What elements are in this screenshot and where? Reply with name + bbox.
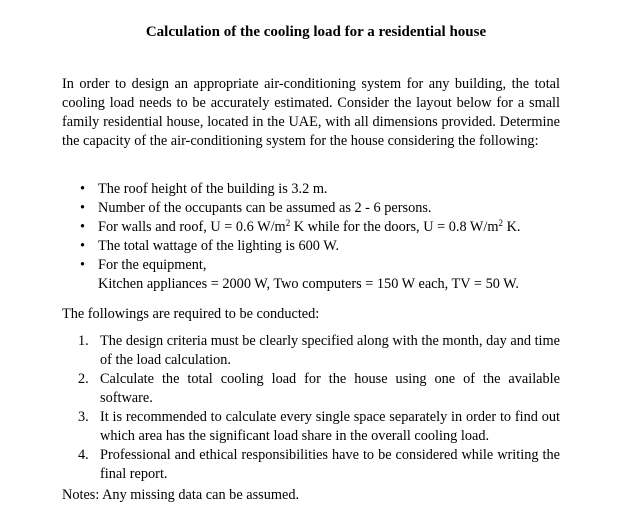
list-item [78, 370, 560, 408]
list-item [76, 199, 566, 218]
bullet-icon: • [80, 200, 86, 216]
u-values-part1: For walls and roof, U = 0.6 W/m [98, 219, 286, 235]
bullet-icon: • [80, 238, 86, 254]
list-item [76, 180, 566, 199]
equipment-line-2: Kitchen appliances = 2000 W, Two computers = 150 W each, TV = 50 W. [98, 276, 519, 292]
list-item [78, 332, 560, 370]
u-values-exponent1: 2 [285, 218, 291, 228]
requirement-text: It is recommended to calculate every single space separately in order to find out which area has the significant load share in the overall cooling load. [100, 409, 560, 444]
item-number: 4. [78, 447, 89, 463]
bullet-icon: • [80, 219, 86, 235]
bullet-icon: • [80, 257, 86, 273]
list-item [76, 237, 566, 256]
bullet-icon: • [80, 181, 86, 197]
u-values-exponent2: 2 [498, 218, 504, 228]
equipment-line-1: For the equipment, [98, 257, 207, 273]
requirement-text: Professional and ethical responsibilities have to be considered while writing the final report. [100, 447, 560, 482]
occupants-text: Number of the occupants can be assumed as 2 - 6 persons. [98, 200, 432, 216]
requirement-text: The design criteria must be clearly specified along with the month, day and time of the load calculation. [100, 333, 560, 368]
list-item [76, 256, 566, 294]
list-item [78, 408, 560, 446]
intro-paragraph: In order to design an appropriate air-conditioning system for any building, the total cooling load needs to be accurately estimated. Consider the layout below for a small family residential house, located in the UAE, with all dimensions provided. Determine the capacity of the air-conditioning system for the house considering the following: [62, 76, 560, 149]
document-title: Calculation of the cooling load for a residential house [145, 24, 487, 40]
u-values-part2: K while for the doors, U = 0.8 W/m [290, 219, 499, 235]
u-values-text [98, 219, 521, 235]
roof-height-text: The roof height of the building is 3.2 m. [98, 181, 328, 197]
item-number: 3. [78, 409, 89, 425]
list-item [76, 218, 566, 237]
requirement-text: Calculate the total cooling load for the house using one of the available software. [100, 371, 560, 406]
requirements-list [78, 332, 560, 484]
specification-list [76, 180, 566, 294]
list-item [78, 446, 560, 484]
item-number: 1. [78, 333, 89, 349]
lighting-text: The total wattage of the lighting is 600 W. [98, 238, 340, 254]
requirements-heading: The followings are required to be conducted: [62, 306, 320, 322]
u-values-part3: K. [503, 219, 521, 235]
notes-text: Notes: Any missing data can be assumed. [62, 487, 300, 503]
item-number: 2. [78, 371, 89, 387]
